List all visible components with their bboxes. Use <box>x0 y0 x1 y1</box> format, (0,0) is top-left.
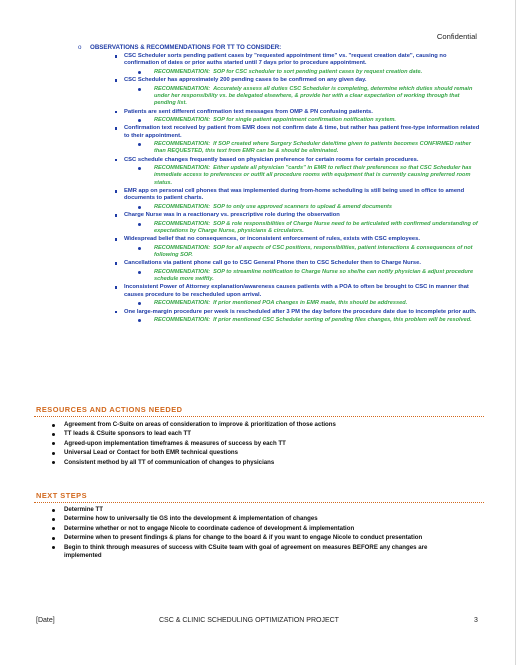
square-bullet-icon <box>115 127 117 129</box>
recommendation <box>124 221 480 236</box>
observation-item <box>124 236 480 259</box>
round-bullet-icon <box>138 319 141 322</box>
round-bullet-icon <box>138 302 141 305</box>
observation-item <box>124 77 480 107</box>
resource-item-text: TT leads & CSuite sponsors to lead each TT <box>64 430 191 438</box>
resource-item-text: Agreed-upon implementation timeframes & measures of success by each TT <box>64 439 286 447</box>
round-bullet-icon <box>138 71 141 74</box>
round-bullet-icon <box>52 461 55 464</box>
recommendation <box>124 141 480 156</box>
recommendation-label: RECOMMENDATION: <box>154 203 211 210</box>
observation-text: Confirmation text received by patient from EMR does not confirm date & time, but rather has patient free-type information related to their appointment. <box>124 125 480 139</box>
observation-text: Inconsistent Power of Attorney explanation/awareness causes patients with a POA to often be brought to CSC in manner that causes procedure to be rescheduled upon arrival. <box>124 284 469 298</box>
square-bullet-icon <box>115 311 117 313</box>
recommendation <box>124 269 480 284</box>
recommendation <box>124 165 480 187</box>
recommendation-label: RECOMMENDATION: <box>154 316 211 323</box>
round-bullet-icon <box>138 119 141 122</box>
resource-item-text: Consistent method by all TT of communication of changes to physicians <box>64 458 275 466</box>
observation-text: Patients are sent different confirmation text messages from OMP & PN confusing patients. <box>124 108 373 115</box>
resource-item <box>64 449 464 457</box>
observation-item <box>124 53 480 76</box>
observation-text: CSC schedule changes frequently based on physician preference for certain rooms for certain procedures. <box>124 156 419 163</box>
recommendation-text: If prior mentioned CSC Scheduler sorting of pending files changes, this problem will be resolved. <box>213 316 472 323</box>
observation-item <box>124 309 480 325</box>
resources-list <box>64 420 464 467</box>
resource-item <box>64 430 464 438</box>
square-bullet-icon <box>115 79 117 81</box>
recommendation <box>124 204 480 211</box>
resource-item <box>64 440 464 448</box>
observation-text: Charge Nurse was in a reactionary vs. prescriptive role during the observation <box>124 212 340 219</box>
recommendation <box>124 245 480 260</box>
next-step-item-text: Determine TT <box>64 506 103 513</box>
round-bullet-icon <box>138 223 141 226</box>
observation-text: One large-margin procedure per week is rescheduled after 3 PM the day before the procedure date due to incomplete prior auth. <box>124 308 477 315</box>
recommendation-label: RECOMMENDATION: <box>154 85 211 92</box>
round-bullet-icon <box>52 509 55 512</box>
resources-title: RESOURCES AND ACTIONS NEEDED <box>36 405 183 414</box>
next-step-item <box>64 515 464 523</box>
recommendation-text: If SOP created where Surgery Scheduler date/time given to patients becomes CONFIRMED rather than REQUESTED, this text from EMR can be & should be eliminated. <box>154 141 471 155</box>
recommendation-text: If prior mentioned POA changes in EMR made, this should be addressed. <box>213 300 408 307</box>
recommendation-label: RECOMMENDATION: <box>154 165 211 172</box>
round-bullet-icon <box>138 167 141 170</box>
footer-date: [Date] <box>36 617 55 624</box>
square-bullet-icon <box>115 111 117 113</box>
recommendation-text: SOP & role responsibilities of Charge Nurse need to be articulated with confirmed understanding of expectations by Charge Nurse, physicians & circulators. <box>154 220 478 234</box>
observations-heading: o OBSERVATIONS & RECOMMENDATIONS FOR TT TO CONSIDER: <box>78 44 282 51</box>
observation-text: CSC Scheduler sorts pending patient cases by "requested appointment time" vs. "request creation date", causing no confirmation of dates or prior auths started until 7 days prior to procedure appointment. <box>124 53 447 67</box>
circle-bullet-icon: o <box>78 44 82 51</box>
round-bullet-icon <box>138 271 141 274</box>
observation-text: Widespread belief that no consequences, or inconsistent enforcement of rules, exists with CSC employees. <box>124 236 420 243</box>
section-divider <box>34 416 484 417</box>
round-bullet-icon <box>52 442 55 445</box>
round-bullet-icon <box>52 452 55 455</box>
recommendation-text: SOP to only use approved scanners to upload & amend documents <box>213 203 392 210</box>
square-bullet-icon <box>115 286 117 288</box>
recommendation-label: RECOMMENDATION: <box>154 220 211 227</box>
observation-item <box>124 284 480 307</box>
recommendation-text: SOP for all aspects of CSC positions, responsibilities, patient interactions & consequences of not following SOP. <box>154 244 473 258</box>
observation-text: CSC Scheduler has approximately 200 pending cases to be confirmed on any given day. <box>124 77 367 84</box>
round-bullet-icon <box>52 537 55 540</box>
recommendation-text: Accurately assess all duties CSC Scheduler is completing, determine which duties should remain under her responsibility vs. be delegated elsewhere, & provide her with a clear expectation of working through that pending list. <box>154 85 473 107</box>
round-bullet-icon <box>52 527 55 530</box>
observation-text: Cancellations via patient phone call go to CSC General Phone then to CSC Scheduler then to Charge Nurse. <box>124 260 421 267</box>
round-bullet-icon <box>52 546 55 549</box>
next-step-item <box>64 544 464 561</box>
observation-text: EMR app on personal cell phones that was implemented during from-home scheduling is still being used in office to amend documents to patient charts. <box>124 188 465 202</box>
square-bullet-icon <box>115 159 117 161</box>
square-bullet-icon <box>115 214 117 216</box>
observation-item <box>124 157 480 187</box>
observations-section <box>80 44 480 324</box>
recommendation <box>124 317 480 324</box>
round-bullet-icon <box>52 518 55 521</box>
recommendation <box>124 69 480 76</box>
observation-item <box>124 260 480 283</box>
resource-item <box>64 421 464 429</box>
next-step-item-text: Determine when to present findings & plans for change to the board & if you want to engage Nicole to conduct presentation <box>64 534 423 542</box>
next-step-item <box>64 525 464 533</box>
next-steps-title: NEXT STEPS <box>36 491 87 500</box>
square-bullet-icon <box>115 190 117 192</box>
square-bullet-icon <box>115 238 117 240</box>
square-bullet-icon <box>115 262 117 264</box>
observations-list <box>80 53 480 324</box>
recommendation-label: RECOMMENDATION: <box>154 268 211 275</box>
observation-item <box>124 212 480 235</box>
round-bullet-icon <box>138 247 141 250</box>
recommendation-text: Either update all physician "cards" in EMR to reflect their preferences so that CSC Scheduler has immediate access to preferences or outfit all procedure rooms with equipment that is currently causing preferred room status. <box>154 165 472 186</box>
next-step-item <box>64 534 464 542</box>
recommendation-text: SOP for single patient appointment confirmation notification system. <box>213 116 396 123</box>
recommendation-label: RECOMMENDATION: <box>154 244 211 251</box>
round-bullet-icon <box>138 88 141 91</box>
recommendation-text: SOP to streamline notification to Charge Nurse so she/he can notify physician & adjust procedure schedule more swiftly. <box>154 268 474 282</box>
recommendation-label: RECOMMENDATION: <box>154 141 211 148</box>
round-bullet-icon <box>52 424 55 427</box>
recommendation <box>124 300 480 307</box>
recommendation-text: SOP for CSC scheduler to sort pending patient cases by request creation date. <box>213 68 423 75</box>
next-step-item-text: Determine whether or not to engage Nicole to coordinate cadence of development & implementation <box>64 524 355 532</box>
footer-page-number: 3 <box>474 617 478 624</box>
resource-item-text: Universal Lead or Contact for both EMR technical questions <box>64 449 239 457</box>
next-step-item-text: Begin to think through measures of success with CSuite team with goal of agreement on measures BEFORE any changes are implemented <box>64 543 428 560</box>
confidential-label: Confidential <box>436 32 477 41</box>
round-bullet-icon <box>138 143 141 146</box>
recommendation-label: RECOMMENDATION: <box>154 68 211 75</box>
recommendation-label: RECOMMENDATION: <box>154 300 211 307</box>
next-steps-list <box>64 505 464 560</box>
square-bullet-icon <box>115 55 117 57</box>
round-bullet-icon <box>52 433 55 436</box>
recommendation <box>124 117 480 124</box>
section-divider <box>34 502 484 503</box>
round-bullet-icon <box>138 206 141 209</box>
next-step-item-text: Determine how to universally tie GS into the development & implementation of changes <box>64 515 318 523</box>
observation-item <box>124 188 480 211</box>
footer-project-title: CSC & CLINIC SCHEDULING OPTIMIZATION PROJECT <box>159 617 339 624</box>
observation-item <box>124 109 480 125</box>
recommendation-label: RECOMMENDATION: <box>154 116 211 123</box>
resource-item-text: Agreement from C-Suite on areas of consideration to improve & prioritization of those actions <box>64 421 336 428</box>
recommendation <box>124 86 480 108</box>
observation-item <box>124 125 480 155</box>
resource-item <box>64 459 464 467</box>
next-step-item <box>64 506 464 514</box>
